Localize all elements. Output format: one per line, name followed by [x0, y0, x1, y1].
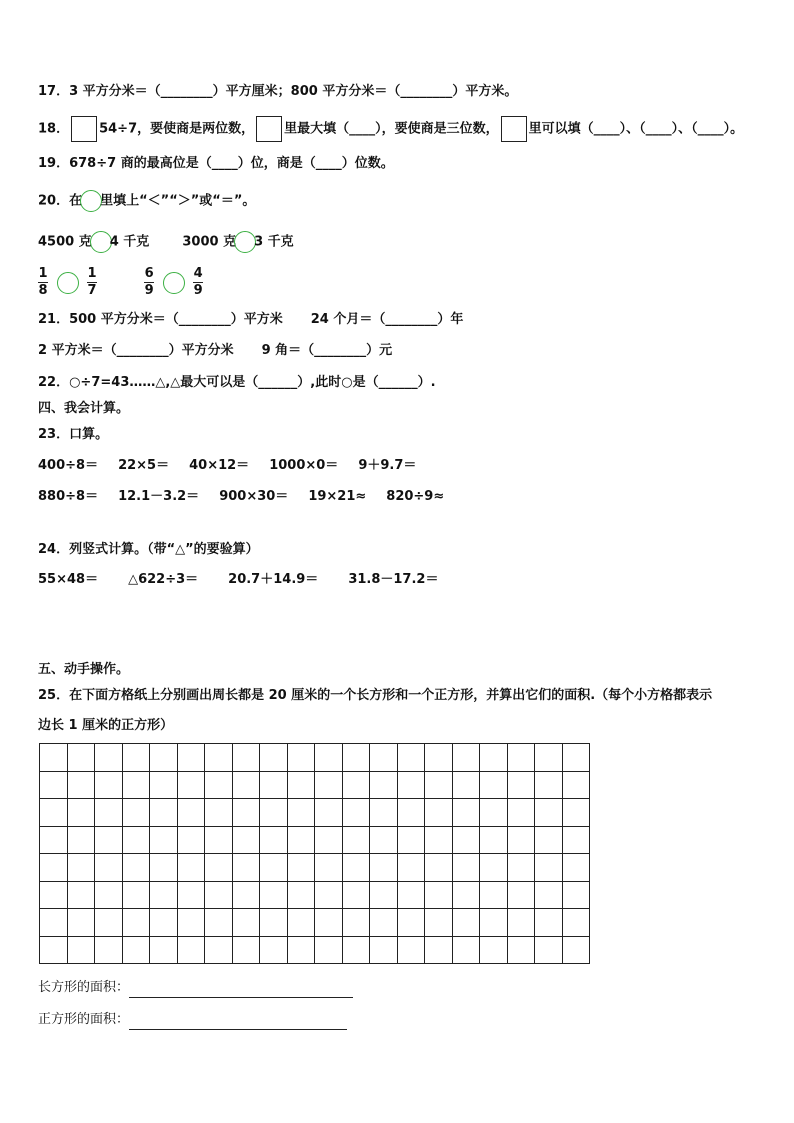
grid-cell[interactable]	[452, 909, 480, 937]
question-number: 22．	[38, 375, 70, 390]
question-text: ○÷7=43……△,△最大可以是（______）,此时○是（______）.	[69, 375, 436, 390]
grid-cell[interactable]	[425, 854, 453, 882]
grid-row	[40, 826, 590, 854]
grid-cell[interactable]	[562, 854, 590, 882]
grid-cell[interactable]	[535, 881, 563, 909]
grid-cell[interactable]	[315, 881, 343, 909]
question-text: 列竖式计算。（带“△”的要验算）	[69, 542, 259, 557]
grid-cell[interactable]	[535, 936, 563, 964]
fraction	[144, 266, 154, 299]
grid-cell[interactable]	[425, 744, 453, 772]
question-20-fractions	[38, 266, 203, 299]
grid-cell[interactable]	[232, 771, 260, 799]
question-text: 9 角＝（________）元	[261, 343, 393, 358]
grid-cell[interactable]	[370, 744, 398, 772]
grid-cell[interactable]	[122, 881, 150, 909]
grid-cell[interactable]	[287, 936, 315, 964]
grid-cell[interactable]	[40, 771, 68, 799]
grid-cell[interactable]	[232, 744, 260, 772]
grid-cell[interactable]	[95, 854, 123, 882]
grid-cell[interactable]	[342, 826, 370, 854]
grid-cell[interactable]	[95, 909, 123, 937]
grid-cell[interactable]	[67, 854, 95, 882]
grid-cell[interactable]	[177, 744, 205, 772]
question-number: 24．	[38, 542, 70, 557]
grid-cell[interactable]	[507, 744, 535, 772]
grid-cell[interactable]	[425, 909, 453, 937]
question-22	[38, 373, 436, 393]
grid-cell[interactable]	[150, 854, 178, 882]
question-text: 口算。	[69, 427, 109, 442]
math-item: 1000×0＝	[269, 458, 339, 473]
math-item: 19×21≈	[308, 489, 367, 504]
grid-cell[interactable]	[260, 826, 288, 854]
answer-box[interactable]	[501, 116, 527, 142]
grid-cell[interactable]	[315, 744, 343, 772]
grid-cell[interactable]	[150, 909, 178, 937]
grid-cell[interactable]	[397, 909, 425, 937]
grid-cell[interactable]	[40, 936, 68, 964]
grid-cell[interactable]	[370, 881, 398, 909]
grid-cell[interactable]	[150, 799, 178, 827]
grid-cell[interactable]	[205, 744, 233, 772]
grid-cell[interactable]	[397, 771, 425, 799]
grid-cell[interactable]	[260, 909, 288, 937]
grid-cell[interactable]	[287, 799, 315, 827]
rectangle-area-answer	[38, 978, 353, 998]
grid-cell[interactable]	[425, 936, 453, 964]
grid-cell[interactable]	[370, 936, 398, 964]
grid-cell[interactable]	[232, 909, 260, 937]
answer-label: 正方形的面积：	[38, 1012, 130, 1027]
grid-row	[40, 881, 590, 909]
question-number: 25．	[38, 688, 70, 703]
question-text: 里填上“＜”“＞”或“＝”。	[100, 193, 256, 209]
compare-circle[interactable]	[234, 231, 256, 253]
grid-cell[interactable]	[67, 936, 95, 964]
grid-cell[interactable]	[535, 771, 563, 799]
grid-cell[interactable]	[232, 854, 260, 882]
compare-left: 4500 克	[38, 234, 92, 250]
grid-cell[interactable]	[67, 909, 95, 937]
grid-cell[interactable]	[205, 909, 233, 937]
grid-cell[interactable]	[40, 909, 68, 937]
grid-row	[40, 744, 590, 772]
grid-cell[interactable]	[507, 909, 535, 937]
math-item: 12.1－3.2＝	[118, 489, 200, 504]
math-item: 9＋9.7＝	[358, 458, 417, 473]
compare-left: 3000 克	[182, 234, 237, 250]
grid-cell[interactable]	[342, 799, 370, 827]
grid-cell[interactable]	[287, 744, 315, 772]
grid-cell[interactable]	[507, 854, 535, 882]
question-21	[38, 310, 463, 330]
compare-right: 4 千克	[109, 234, 150, 250]
question-number: 23．	[38, 427, 70, 442]
compare-circle[interactable]	[163, 272, 185, 294]
question-text: 里可以填（____）、（____）、（____）。	[528, 121, 744, 137]
grid-cell[interactable]	[342, 854, 370, 882]
grid-cell[interactable]	[425, 881, 453, 909]
grid-cell[interactable]	[122, 799, 150, 827]
section-heading: 四、我会计算。	[38, 401, 130, 416]
grid-cell[interactable]	[452, 826, 480, 854]
grid-cell[interactable]	[370, 771, 398, 799]
grid-cell[interactable]	[342, 771, 370, 799]
grid-cell[interactable]	[150, 826, 178, 854]
question-24	[38, 540, 259, 560]
grid-cell[interactable]	[287, 771, 315, 799]
grid-cell[interactable]	[232, 881, 260, 909]
grid-cell[interactable]	[177, 881, 205, 909]
grid-cell[interactable]	[397, 799, 425, 827]
grid-cell[interactable]	[260, 771, 288, 799]
grid-cell[interactable]	[150, 881, 178, 909]
grid-cell[interactable]	[260, 799, 288, 827]
numerator: 6	[144, 266, 154, 281]
grid-cell[interactable]	[562, 799, 590, 827]
grid-cell[interactable]	[40, 744, 68, 772]
grid-cell[interactable]	[205, 771, 233, 799]
grid-cell[interactable]	[507, 881, 535, 909]
grid-cell[interactable]	[232, 799, 260, 827]
grid-cell[interactable]	[507, 936, 535, 964]
question-20-items	[38, 231, 294, 253]
math-item: △622÷3＝	[128, 572, 199, 587]
grid-cell[interactable]	[177, 799, 205, 827]
question-number: 17．	[38, 84, 70, 99]
denominator: 9	[144, 283, 154, 298]
grid-cell[interactable]	[315, 854, 343, 882]
grid-cell[interactable]	[40, 799, 68, 827]
grid-cell[interactable]	[562, 881, 590, 909]
question-text: 54÷7，要使商是两位数，	[99, 121, 255, 137]
grid-cell[interactable]	[397, 936, 425, 964]
question-text: 里最大填（____），要使商是三位数，	[284, 121, 499, 137]
math-item: 31.8－17.2＝	[348, 572, 439, 587]
grid-cell[interactable]	[205, 936, 233, 964]
grid-cell[interactable]	[95, 771, 123, 799]
grid-cell[interactable]	[425, 799, 453, 827]
grid-cell[interactable]	[287, 881, 315, 909]
question-text: 678÷7 商的最高位是（____）位，商是（____）位数。	[69, 156, 394, 171]
grid-cell[interactable]	[315, 771, 343, 799]
answer-line[interactable]	[129, 983, 353, 998]
grid-cell[interactable]	[67, 826, 95, 854]
question-number: 19．	[38, 156, 70, 171]
grid-cell[interactable]	[122, 826, 150, 854]
grid-cell[interactable]	[397, 826, 425, 854]
math-item: 820÷9≈	[386, 489, 445, 504]
question-25	[38, 686, 712, 706]
square-area-answer	[38, 1010, 347, 1030]
grid-cell[interactable]	[40, 826, 68, 854]
question-text: 在下面方格纸上分别画出周长都是 20 厘米的一个长方形和一个正方形，并算出它们的面积.（每个小方格都表示	[69, 688, 713, 703]
math-item: 55×48＝	[38, 572, 99, 587]
grid-cell[interactable]	[480, 909, 508, 937]
grid-cell[interactable]	[67, 799, 95, 827]
grid-cell[interactable]	[452, 799, 480, 827]
grid-cell[interactable]	[480, 826, 508, 854]
grid-cell[interactable]	[535, 826, 563, 854]
grid-cell[interactable]	[122, 909, 150, 937]
grid-cell[interactable]	[205, 826, 233, 854]
grid-cell[interactable]	[122, 854, 150, 882]
grid-cell[interactable]	[122, 744, 150, 772]
grid-cell[interactable]	[260, 744, 288, 772]
question-19	[38, 154, 394, 174]
math-item: 20.7＋14.9＝	[228, 572, 319, 587]
math-item: 22×5＝	[118, 458, 170, 473]
grid-cell[interactable]	[342, 881, 370, 909]
question-18	[38, 116, 743, 142]
grid-row	[40, 799, 590, 827]
grid-cell[interactable]	[315, 909, 343, 937]
answer-label: 长方形的面积：	[38, 980, 130, 995]
vertical-calc-row	[38, 570, 438, 590]
grid-cell[interactable]	[370, 909, 398, 937]
grid-cell[interactable]	[122, 771, 150, 799]
denominator: 9	[193, 283, 203, 298]
mental-math-row	[38, 456, 416, 476]
question-text: 3 平方分米＝（________）平方厘米；800 平方分米＝（________）平方米。	[69, 84, 518, 99]
grid-row	[40, 909, 590, 937]
denominator: 8	[38, 283, 48, 298]
numerator: 1	[87, 266, 97, 281]
grid-cell[interactable]	[205, 881, 233, 909]
mental-math-row	[38, 487, 444, 507]
grid-cell[interactable]	[67, 881, 95, 909]
numerator: 1	[38, 266, 48, 281]
grid-cell[interactable]	[452, 936, 480, 964]
section-heading: 五、动手操作。	[38, 662, 130, 677]
grid-cell[interactable]	[535, 799, 563, 827]
grid-cell[interactable]	[425, 826, 453, 854]
grid-cell[interactable]	[287, 826, 315, 854]
grid-cell[interactable]	[507, 799, 535, 827]
question-text: 500 平方分米＝（________）平方米	[69, 312, 283, 327]
fraction	[87, 266, 97, 299]
math-item: 40×12＝	[189, 458, 250, 473]
grid-cell[interactable]	[370, 799, 398, 827]
question-text: 24 个月＝（________）年	[310, 312, 464, 327]
grid-cell[interactable]	[67, 771, 95, 799]
grid-cell[interactable]	[507, 826, 535, 854]
grid-cell[interactable]	[535, 854, 563, 882]
denominator: 7	[87, 283, 97, 298]
grid-cell[interactable]	[452, 881, 480, 909]
fraction	[38, 266, 48, 299]
question-20	[38, 190, 255, 212]
grid-cell[interactable]	[480, 771, 508, 799]
compare-circle[interactable]	[57, 272, 79, 294]
grid-cell[interactable]	[480, 744, 508, 772]
grid-cell[interactable]	[480, 854, 508, 882]
grid-cell[interactable]	[397, 744, 425, 772]
compare-circle[interactable]	[90, 231, 112, 253]
grid-cell[interactable]	[205, 799, 233, 827]
grid-cell[interactable]	[342, 936, 370, 964]
grid-cell[interactable]	[452, 854, 480, 882]
grid-cell[interactable]	[177, 771, 205, 799]
grid-cell[interactable]	[315, 936, 343, 964]
grid-cell[interactable]	[40, 854, 68, 882]
numerator: 4	[193, 266, 203, 281]
grid-cell[interactable]	[315, 826, 343, 854]
grid-cell[interactable]	[205, 854, 233, 882]
grid-cell[interactable]	[562, 909, 590, 937]
grid-cell[interactable]	[452, 771, 480, 799]
math-item: 880÷8＝	[38, 489, 99, 504]
grid-cell[interactable]	[535, 744, 563, 772]
grid-row	[40, 854, 590, 882]
grid-cell[interactable]	[480, 936, 508, 964]
grid-cell[interactable]	[150, 771, 178, 799]
question-number: 20．	[38, 193, 70, 209]
grid-cell[interactable]	[535, 909, 563, 937]
answer-box[interactable]	[71, 116, 97, 142]
math-item: 400÷8＝	[38, 458, 99, 473]
question-21-line2	[38, 341, 392, 361]
grid-cell[interactable]	[177, 909, 205, 937]
grid-cell[interactable]	[40, 881, 68, 909]
grid-cell[interactable]	[342, 909, 370, 937]
question-23	[38, 425, 108, 445]
grid-cell[interactable]	[122, 936, 150, 964]
grid-cell[interactable]	[150, 744, 178, 772]
grid-cell[interactable]	[342, 744, 370, 772]
question-number: 21．	[38, 312, 70, 327]
grid-cell[interactable]	[315, 799, 343, 827]
question-text: 2 平方米＝（________）平方分米	[38, 343, 234, 358]
grid-row	[40, 771, 590, 799]
grid-cell[interactable]	[507, 771, 535, 799]
grid-cell[interactable]	[370, 854, 398, 882]
grid-cell[interactable]	[150, 936, 178, 964]
grid-cell[interactable]	[95, 881, 123, 909]
compare-circle-icon	[80, 190, 102, 212]
grid-cell[interactable]	[397, 881, 425, 909]
answer-line[interactable]	[129, 1015, 347, 1030]
grid-cell[interactable]	[67, 744, 95, 772]
grid-cell[interactable]	[562, 744, 590, 772]
math-item: 900×30＝	[219, 489, 289, 504]
question-number: 18．	[38, 121, 70, 137]
grid-cell[interactable]	[177, 936, 205, 964]
compare-right: 3 千克	[254, 234, 294, 250]
grid-cell[interactable]	[480, 881, 508, 909]
grid-cell[interactable]	[287, 909, 315, 937]
grid-cell[interactable]	[95, 936, 123, 964]
grid-cell[interactable]	[287, 854, 315, 882]
grid-cell[interactable]	[562, 936, 590, 964]
answer-box[interactable]	[256, 116, 282, 142]
grid-row	[40, 936, 590, 964]
grid-cell[interactable]	[397, 854, 425, 882]
grid-cell[interactable]	[562, 826, 590, 854]
grid-cell[interactable]	[177, 826, 205, 854]
grid-cell[interactable]	[480, 799, 508, 827]
grid-cell[interactable]	[232, 936, 260, 964]
grid-cell[interactable]	[95, 744, 123, 772]
grid-cell[interactable]	[260, 854, 288, 882]
grid-cell[interactable]	[370, 826, 398, 854]
grid-cell[interactable]	[177, 854, 205, 882]
grid-cell[interactable]	[232, 826, 260, 854]
fraction	[193, 266, 203, 299]
question-25-line2: 边长 1 厘米的正方形）	[38, 718, 174, 733]
grid-cell[interactable]	[452, 744, 480, 772]
question-17	[38, 82, 517, 102]
question-text: 在	[69, 193, 83, 209]
square-grid[interactable]	[39, 743, 590, 964]
grid-cell[interactable]	[95, 826, 123, 854]
grid-cell[interactable]	[260, 936, 288, 964]
grid-cell[interactable]	[95, 799, 123, 827]
grid-cell[interactable]	[425, 771, 453, 799]
grid-cell[interactable]	[562, 771, 590, 799]
grid-cell[interactable]	[260, 881, 288, 909]
